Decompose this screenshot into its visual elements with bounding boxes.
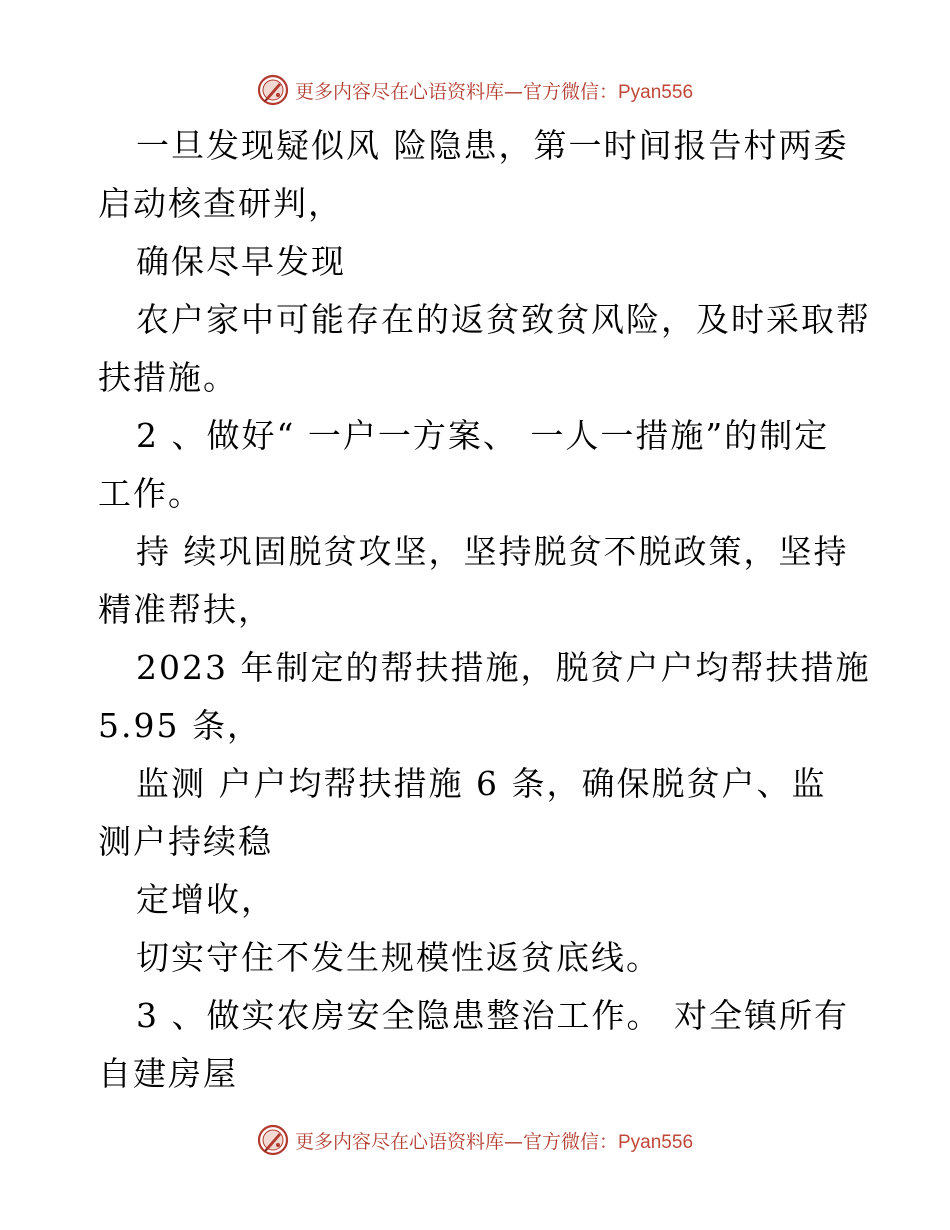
text-line: 精准帮扶， <box>98 590 273 629</box>
footer-watermark <box>0 1122 950 1158</box>
text-line: 监测 户户均帮扶措施 6 条，确保脱贫户、监 <box>136 764 827 803</box>
quill-logo-icon <box>257 74 289 106</box>
watermark-text: 更多内容尽在心语资料库—官方微信：Pyan556 <box>294 80 694 103</box>
text-line: 切实守住不发生规模性返贫底线。 <box>136 938 661 977</box>
text-line: 扶措施。 <box>98 358 238 397</box>
text-line: 启动核查研判， <box>98 184 343 223</box>
text-line: 工作。 <box>98 474 203 513</box>
quill-logo-icon <box>257 1124 289 1156</box>
text-line: 2 、做好“ 一户一方案、 一人一措施”的制定 <box>136 416 830 455</box>
text-line: 确保尽早发现 <box>136 242 346 281</box>
text-line: 一旦发现疑似风 险隐患，第一时间报告村两委 <box>136 126 849 165</box>
text-line: 持 续巩固脱贫攻坚，坚持脱贫不脱政策，坚持 <box>136 532 849 571</box>
text-line: 自建房屋 <box>98 1054 238 1093</box>
watermark-text: 更多内容尽在心语资料库—官方微信：Pyan556 <box>294 1130 694 1153</box>
header-watermark <box>0 72 950 108</box>
text-line: 5.95 条， <box>98 706 262 745</box>
text-line: 农户家中可能存在的返贫致贫风险，及时采取帮 <box>136 300 871 339</box>
text-line: 测户持续稳 <box>98 822 273 861</box>
text-line: 3 、做实农房安全隐患整治工作。 对全镇所有 <box>136 996 849 1035</box>
text-line: 定增收， <box>136 880 276 919</box>
text-line: 2023 年制定的帮扶措施，脱贫户户均帮扶措施 <box>136 648 871 687</box>
